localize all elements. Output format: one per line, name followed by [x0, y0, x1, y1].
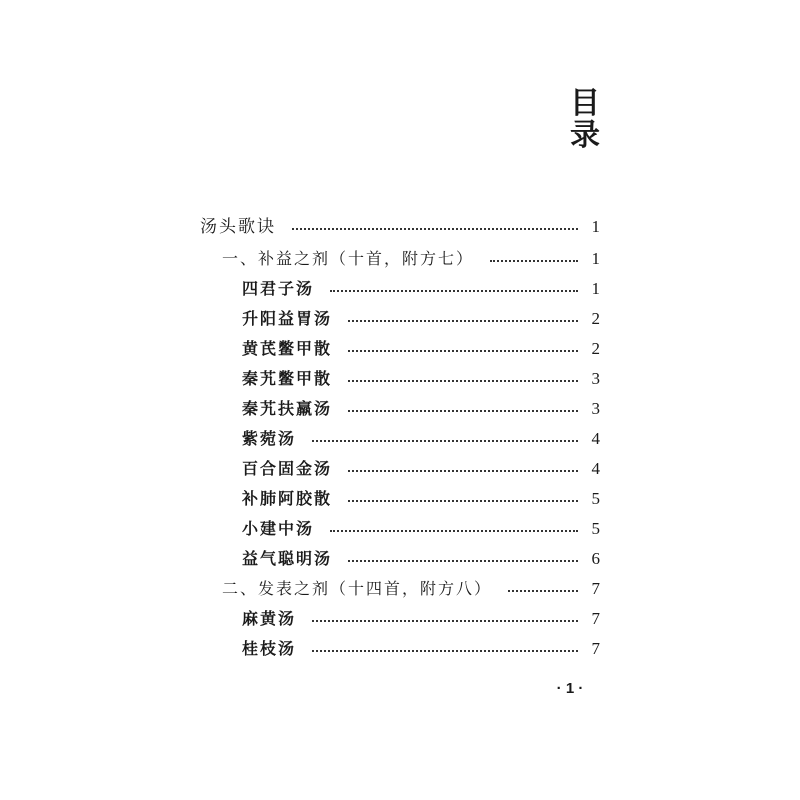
toc-entry-page: 4 [591, 459, 600, 478]
toc-entry-formula[interactable] [200, 634, 600, 664]
toc-entry-label: 四君子汤 [242, 279, 315, 298]
toc-entry-page: 1 [591, 249, 600, 268]
toc-entry-page: 6 [591, 549, 600, 568]
dot-leader [330, 290, 578, 292]
toc-entry-page: 2 [591, 339, 600, 358]
toc-entry-formula[interactable] [200, 484, 600, 514]
toc-entry-label: 黄芪鳖甲散 [242, 339, 333, 358]
toc-entry-page: 3 [591, 399, 600, 418]
toc-entry-page: 3 [591, 369, 600, 388]
toc-entry-formula[interactable] [200, 454, 600, 484]
toc-entry-label: 桂枝汤 [242, 639, 297, 658]
toc-entry-page: 5 [591, 519, 600, 538]
toc-entry-formula[interactable] [200, 304, 600, 334]
toc-entry-page: 7 [591, 579, 600, 598]
toc-entry-label: 汤头歌诀 [200, 217, 276, 237]
dot-leader [348, 350, 578, 352]
dot-leader [312, 650, 578, 652]
dot-leader [330, 530, 578, 532]
toc-entry-label: 紫菀汤 [242, 429, 297, 448]
toc-entry-label: 麻黄汤 [242, 609, 297, 628]
toc-entry-label: 益气聪明汤 [242, 549, 333, 568]
toc-entry-label: 百合固金汤 [242, 459, 333, 478]
toc-entry-formula[interactable] [200, 274, 600, 304]
dot-leader [490, 260, 578, 262]
toc-entry-formula[interactable] [200, 364, 600, 394]
dot-leader [348, 560, 578, 562]
toc-entry-section[interactable] [200, 244, 600, 274]
toc-entry-label: 补肺阿胶散 [242, 489, 333, 508]
toc-entry-page: 2 [591, 309, 600, 328]
toc-entry-formula[interactable] [200, 334, 600, 364]
toc-entry-page: 1 [591, 217, 600, 236]
dot-leader [508, 590, 578, 592]
page-number: · 1 · [556, 680, 584, 697]
toc-entry-page: 7 [591, 639, 600, 658]
dot-leader [348, 470, 578, 472]
toc-title [565, 88, 605, 152]
dot-leader [348, 320, 578, 322]
toc-entry-label: 二、发表之剂（十四首，附方八） [222, 579, 493, 598]
toc-entry-label: 升阳益胃汤 [242, 309, 333, 328]
dot-leader [348, 500, 578, 502]
dot-leader [292, 228, 578, 230]
toc-entry-formula[interactable] [200, 394, 600, 424]
table-of-contents [200, 210, 600, 664]
toc-entry-page: 5 [591, 489, 600, 508]
toc-entry-label: 一、补益之剂（十首，附方七） [222, 249, 475, 268]
toc-entry-page: 4 [591, 429, 600, 448]
toc-entry-label: 小建中汤 [242, 519, 315, 538]
toc-entry-section[interactable] [200, 574, 600, 604]
toc-entry-part[interactable] [200, 210, 600, 244]
toc-entry-formula[interactable] [200, 514, 600, 544]
toc-entry-page: 1 [591, 279, 600, 298]
dot-leader [348, 410, 578, 412]
toc-entry-page: 7 [591, 609, 600, 628]
dot-leader [312, 440, 578, 442]
toc-entry-label: 秦艽鳖甲散 [242, 369, 333, 388]
title-char-2: 录 [570, 118, 600, 153]
toc-entry-formula[interactable] [200, 544, 600, 574]
toc-entry-formula[interactable] [200, 424, 600, 454]
toc-entry-formula[interactable] [200, 604, 600, 634]
toc-entry-label: 秦艽扶羸汤 [242, 399, 333, 418]
dot-leader [348, 380, 578, 382]
dot-leader [312, 620, 578, 622]
title-char-1: 目 [570, 86, 600, 121]
